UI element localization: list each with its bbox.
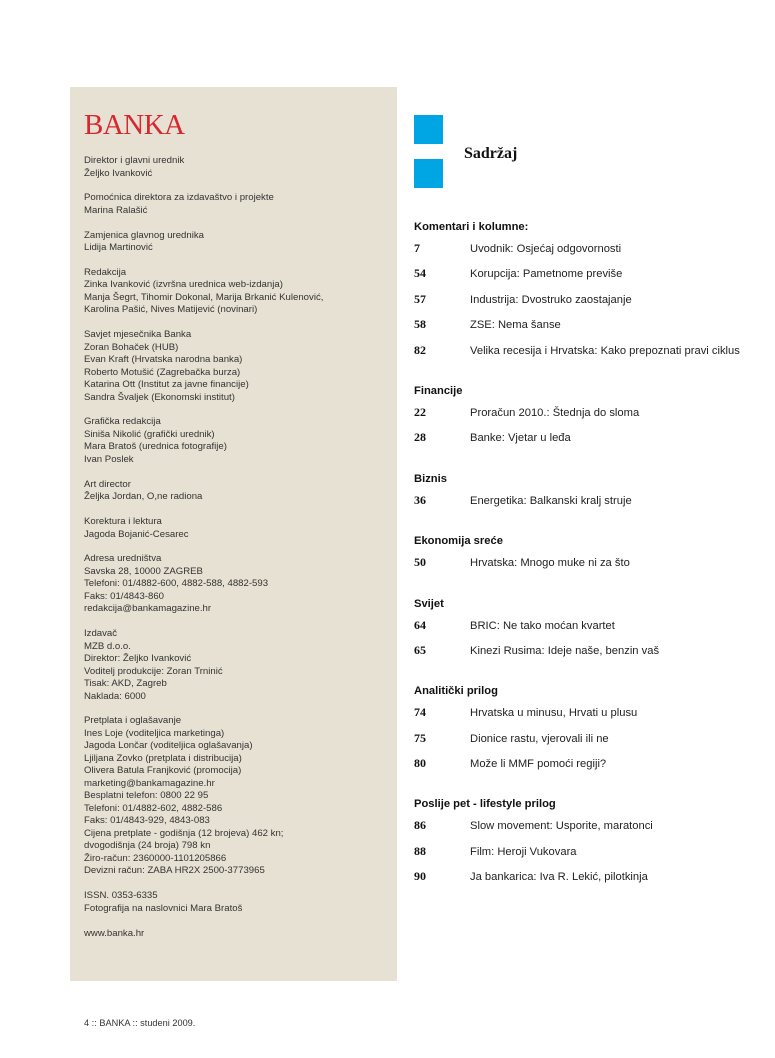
toc-entry[interactable] [414,869,759,894]
page-number: 58 [414,317,426,332]
imprint-line: redakcija@bankamagazine.hr [84,603,212,615]
imprint-block [84,890,383,915]
imprint-line: dvogodišnja (24 broja) 798 kn [84,840,211,852]
imprint-line: Zamjenica glavnog urednika [84,229,204,241]
page-number: 74 [414,705,426,720]
toc-entry[interactable] [414,266,759,291]
imprint-panel [70,87,397,981]
page-number: 50 [414,555,426,570]
imprint-line: Karolina Pašić, Nives Matijević (novinari) [84,304,258,316]
imprint-line: Mara Bratoš (urednica fotografije) [84,441,227,453]
page-number: 28 [414,430,426,445]
toc-entry[interactable] [414,756,759,781]
imprint-line: Pretplata i oglašavanje [84,715,182,727]
imprint-line: Siniša Nikolić (grafički urednik) [84,428,215,440]
page-number: 57 [414,291,426,306]
toc-entry[interactable] [414,405,759,430]
toc-entry[interactable] [414,731,759,756]
imprint-line: Fotografija na naslovnici Mara Bratoš [84,902,243,914]
toc-entry[interactable] [414,555,759,580]
toc-section [414,597,759,669]
imprint-line: Savjet mjesečnika Banka [84,329,192,341]
imprint-line: Besplatni telefon: 0800 22 95 [84,790,209,802]
imprint-line: Telefoni: 01/4882-600, 4882-588, 4882-593 [84,578,269,590]
toc-entry[interactable] [414,818,759,843]
page-number: 65 [414,642,426,657]
toc-entry[interactable] [414,705,759,730]
imprint-line: Željko Ivanković [84,167,153,179]
section-heading: Ekonomija sreće [414,535,503,548]
imprint-line: Ljiljana Zovko (pretplata i distribucija) [84,752,242,764]
section-heading: Komentari i kolumne: [414,221,529,233]
article-title: Hrvatska u minusu, Hrvati u plusu [470,707,638,720]
imprint-line: Zinka Ivanković (izvršna urednica web-izdanja) [84,279,283,291]
imprint-line: marketing@bankamagazine.hr [84,777,215,789]
imprint-line: Marina Ralašić [84,204,148,216]
article-title: Slow movement: Usporite, maratonci [470,820,653,833]
imprint-line: Sandra Švaljek (Ekonomski institut) [84,391,235,403]
imprint-line: MZB d.o.o. [84,640,131,652]
imprint-block [84,516,383,541]
article-title: Uvodnik: Osjećaj odgovornosti [470,243,622,255]
imprint-line: Jagoda Bojanić-Cesarec [84,528,189,540]
section-heading: Biznis [414,472,447,485]
imprint-credits [84,155,383,940]
page-footer: 4 :: BANKA :: studeni 2009. [84,1018,196,1028]
imprint-line: Žiro-račun: 2360000-1101205866 [84,852,227,864]
imprint-line: Ines Loje (voditeljica marketinga) [84,727,225,739]
imprint-block [84,416,383,466]
toc-section [414,384,759,456]
imprint-line: Jagoda Lončar (voditeljica oglašavanja) [84,740,253,752]
article-title: Korupcija: Pametnome previše [470,268,623,281]
imprint-block [84,155,383,180]
page-number: 7 [414,241,420,255]
imprint-line: Pomoćnica direktora za izdavaštvo i projekte [84,192,274,204]
toc-entry[interactable] [414,343,759,368]
article-title: Industrija: Dvostruko zaostajanje [470,293,632,306]
page-number: 64 [414,617,426,632]
article-title: Proračun 2010.: Štednja do sloma [470,406,640,419]
toc-title: Sadržaj [464,145,518,162]
article-title: ZSE: Nema šanse [470,319,561,332]
section-heading: Svijet [414,597,444,610]
imprint-block [84,479,383,504]
imprint-block [84,329,383,404]
toc-entry[interactable] [414,317,759,342]
toc-section [414,220,759,368]
page-number: 86 [414,818,426,833]
article-title: Velika recesija i Hrvatska: Kako prepoznati pravi ciklus [470,344,740,357]
section-heading: Poslije pet - lifestyle prilog [414,798,556,811]
imprint-block [84,715,383,878]
imprint-line: Faks: 01/4843-929, 4843-083 [84,815,210,827]
page-number: 88 [414,843,426,858]
article-title: Dionice rastu, vjerovali ili ne [470,732,609,745]
section-heading: Analitički prilog [414,685,498,698]
imprint-line: Telefoni: 01/4882-602, 4882-586 [84,802,223,814]
page-number: 90 [414,869,426,884]
imprint-block [84,928,383,941]
toc-entry[interactable] [414,493,759,518]
imprint-block [84,192,383,217]
imprint-block [84,628,383,703]
toc-section [414,472,759,518]
page-number: 75 [414,730,426,745]
blue-square-decoration [414,159,443,188]
imprint-line: Art director [84,478,131,490]
imprint-line: Olivera Batula Franjković (promocija) [84,765,242,777]
imprint-line: Adresa uredništva [84,553,162,565]
imprint-line: Faks: 01/4843-860 [84,590,165,602]
imprint-line: Tisak: AKD, Zagreb [84,678,167,690]
toc-entry[interactable] [414,241,759,266]
imprint-line: Voditelj produkcije: Zoran Trninić [84,665,223,677]
imprint-line: Savska 28, 10000 ZAGREB [84,565,203,577]
toc-entry[interactable] [414,292,759,317]
imprint-line: Devizni račun: ZABA HR2X 2500-3773965 [84,865,265,877]
section-heading: Financije [414,384,463,397]
imprint-line: www.banka.hr [84,927,145,939]
page-number: 80 [414,756,426,771]
imprint-line: Grafička redakcija [84,416,161,428]
imprint-block [84,230,383,255]
article-title: BRIC: Ne tako moćan kvartet [470,619,615,632]
imprint-line: Redakcija [84,266,127,278]
toc-section [414,797,759,894]
article-title: Banke: Vjetar u leđa [470,432,571,445]
article-title: Kinezi Rusima: Ideje naše, benzin vaš [470,644,660,657]
page-number: 36 [414,492,426,507]
imprint-line: Zoran Bohaček (HUB) [84,341,179,353]
table-of-contents [414,220,759,910]
imprint-line: Roberto Motušić (Zagrebačka burza) [84,366,241,378]
imprint-line: Lidija Martinović [84,242,153,254]
imprint-line: Manja Šegrt, Tihomir Dokonal, Marija Brkanić Kulenović, [84,291,324,303]
imprint-block [84,267,383,317]
imprint-line: Izdavač [84,628,118,640]
toc-section [414,534,759,580]
toc-entry[interactable] [414,430,759,455]
page-number: 82 [414,342,426,357]
imprint-line: Ivan Poslek [84,453,134,465]
article-title: Može li MMF pomoći regiji? [470,758,607,771]
toc-entry[interactable] [414,844,759,869]
imprint-line: Naklada: 6000 [84,690,146,702]
imprint-line: Evan Kraft (Hrvatska narodna banka) [84,354,243,366]
blue-square-decoration [414,115,443,144]
imprint-line: Željka Jordan, O,ne radiona [84,491,203,503]
banka-logo: BANKA [84,109,185,141]
article-title: Hrvatska: Mnogo muke ni za što [470,557,630,570]
toc-entry[interactable] [414,618,759,643]
imprint-block [84,553,383,616]
page-number: 22 [414,404,426,419]
article-title: Energetika: Balkanski kralj struje [470,494,632,507]
toc-section [414,684,759,781]
imprint-line: Direktor i glavni urednik [84,155,185,166]
article-title: Film: Heroji Vukovara [470,845,577,858]
imprint-line: Cijena pretplate - godišnja (12 brojeva) 462 kn; [84,827,284,839]
imprint-line: Katarina Ott (Institut za javne financije) [84,379,249,391]
imprint-line: Direktor: Željko Ivanković [84,653,192,665]
imprint-line: Korektura i lektura [84,516,162,528]
imprint-line: ISSN. 0353-6335 [84,890,158,902]
toc-entry[interactable] [414,643,759,668]
article-title: Ja bankarica: Iva R. Lekić, pilotkinja [470,871,648,884]
page-number: 54 [414,266,426,281]
